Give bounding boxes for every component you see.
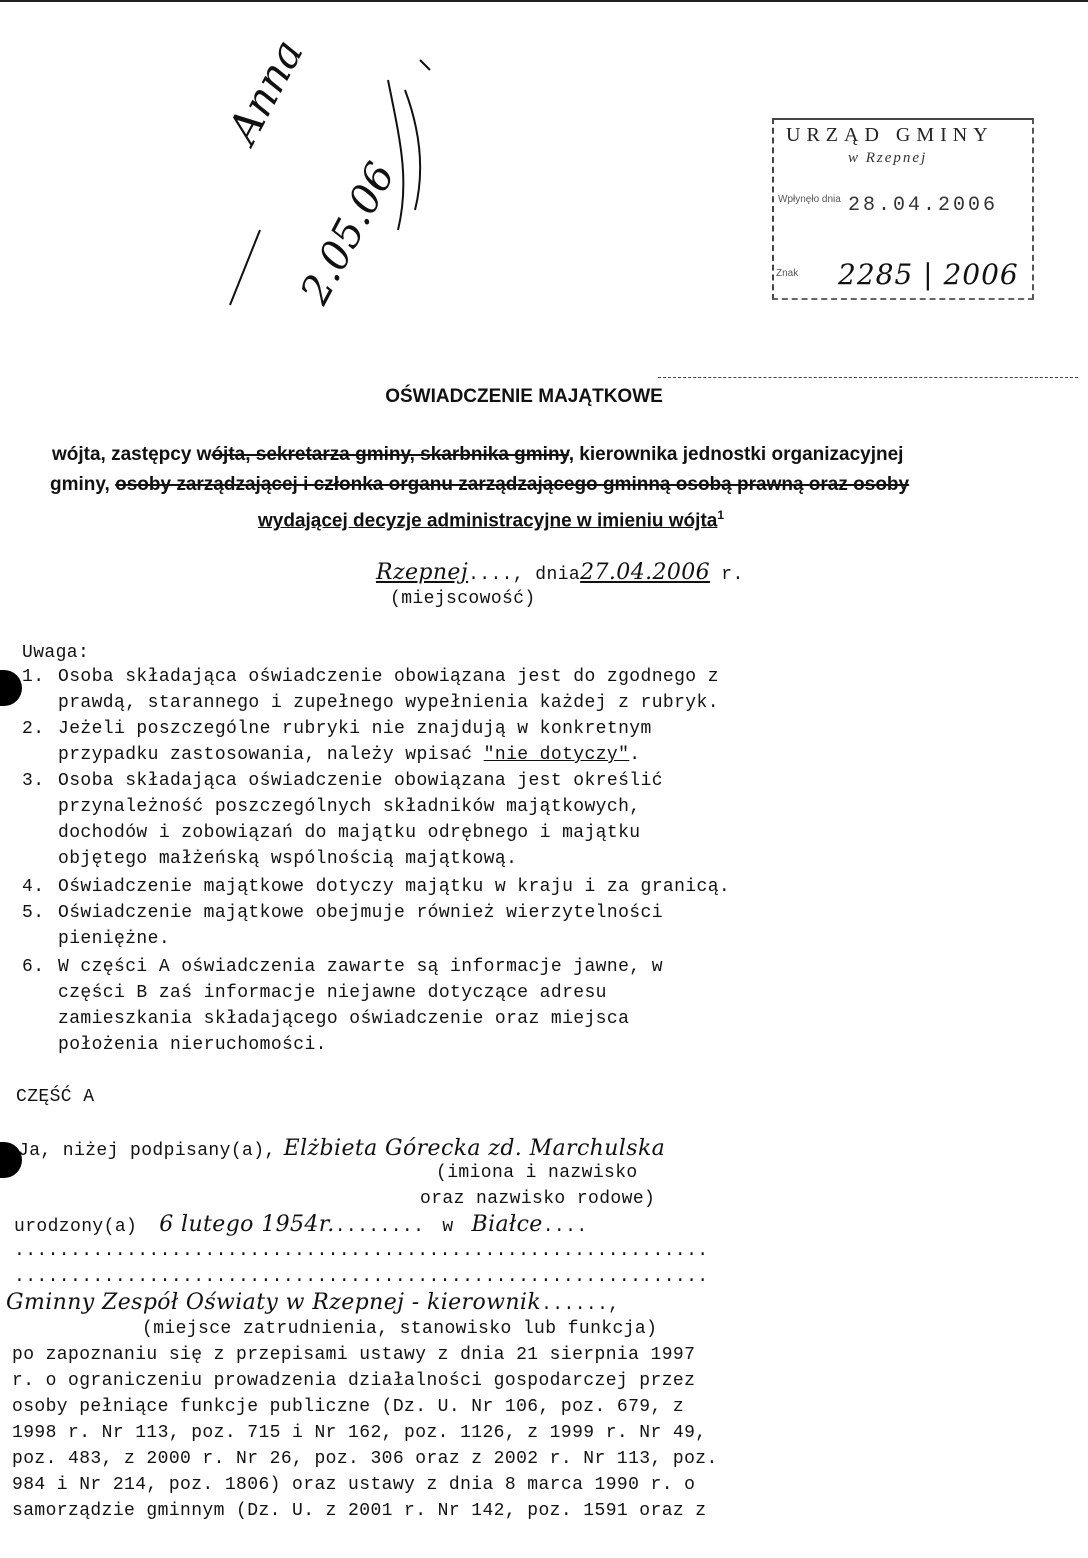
heading-line-1-strike: ójta, sekretarza gminy, skarbnika gminy [211,444,569,465]
stamp-date: 28.04.2006 [848,194,999,217]
date-value: 27.04.2006 [580,560,711,585]
body-line-2: r. o ograniczeniu prowadzenia działalności gospodarczej przez [12,1371,696,1391]
note-2-line-2 [58,742,641,768]
employment-label: (miejsce zatrudnienia, stanowisko lub funkcja) [142,1319,658,1339]
heading-line-2-a: gminy, [50,474,116,495]
note-5-line-2: pieniężne. [58,929,171,949]
note-3-line-3: dochodów i zobowiązań do majątku odrębnego i majątku [58,823,641,843]
note-3-line-2: przynależność poszczególnych składników majątkowych, [58,797,641,817]
note-5-line-1: Oświadczenie majątkowe obejmuje również wierzytelności [58,903,663,923]
note-6-line-1: W części A oświadczenia zawarte są informacje jawne, w [58,957,663,977]
body-line-1: po zapoznaniu się z przepisami ustawy z dnia 21 sierpnia 1997 [12,1345,696,1365]
note-2-line-2-text: przypadku zastosowania, należy wpisać [58,745,484,765]
born-label: urodzony(a) [14,1217,138,1237]
heading-line-1 [52,444,903,466]
born-dots: ........ [334,1217,425,1237]
place-date-line [376,560,744,588]
body-line-3: osoby pełniące funkcje publiczne (Dz. U. Nr 106, poz. 679, z [12,1397,685,1417]
footnote-mark: 1 [717,508,725,522]
note-1-line-2: prawdą, starannego i zupełnego wypełnienia każdej z rubryk. [58,693,719,713]
stamp-sign-label: Znak [776,268,799,279]
page-top-rule [0,0,1088,2]
note-2-num: 2. [22,719,45,739]
note-6-num: 6. [22,957,45,977]
note-3-num: 3. [22,771,45,791]
employment-line [6,1290,620,1318]
employment-value: Gminny Zespół Oświaty w Rzepnej - kierownik [6,1290,542,1315]
annotation-signature: Anna [218,31,313,152]
employment-dots: ......, [541,1295,620,1315]
signatory-name: Elżbieta Górecka zd. Marchulska [283,1136,666,1161]
heading-line-3 [258,508,724,532]
place-value: Rzepnej [376,560,469,585]
notes-heading: Uwaga: [22,643,90,663]
heading-line-2-strike: osoby zarządzającej i członka organu zarządzającego gminną osobą prawną oraz osoby [115,474,910,495]
place-dots: .... [468,565,513,585]
document-title: OŚWIADCZENIE MAJĄTKOWE [385,386,663,407]
note-3-line-4: objętego małżeńską wspólnością majątkową. [58,849,518,869]
stamp-subtitle: w Rzepnej [848,150,928,166]
note-2-emphasis: "nie dotyczy" [483,745,630,765]
date-separator: , dnia [512,565,581,585]
body-line-6: 984 i Nr 214, poz. 1806) oraz ustawy z dnia 8 marca 1990 r. o [12,1475,696,1495]
name-label-2: oraz nazwisko rodowe) [420,1189,656,1209]
name-label-1: (imiona i nazwisko [436,1163,638,1183]
born-in-label: w [442,1217,454,1237]
heading-line-3-strike: wydającej decyzje administracyjne w imieniu wójta [258,510,718,532]
date-suffix: r. [710,565,744,585]
dots-line-2: .............................................................. [14,1267,709,1287]
note-6-line-2: części B zaś informacje niejawne dotyczące adresu [58,983,607,1003]
annotation-date: 2.05.06 [292,155,405,312]
body-line-4: 1998 r. Nr 113, poz. 715 i Nr 162, poz. 1126, z 1999 r. Nr 49, [12,1423,707,1443]
note-6-line-4: położenia nieruchomości. [58,1035,327,1055]
note-6-line-3: zamieszkania składającego oświadczenie oraz miejsca [58,1009,630,1029]
note-1-line-1: Osoba składająca oświadczenie obowiązana jest do zgodnego z [58,667,719,687]
born-place-dots: .... [542,1217,588,1237]
note-4-line-1: Oświadczenie majątkowe dotyczy majątku w kraju i za granicą. [58,877,731,897]
stamp-received-label: Wpłynęło dnia [778,194,841,205]
stamp-number: 2285 | 2006 [838,258,1019,291]
place-label: (miejscowość) [390,589,536,609]
note-1-num: 1. [22,667,45,687]
dots-line-1: .............................................................. [14,1241,709,1261]
note-4-num: 4. [22,877,45,897]
heading-line-1-b: , kierownika jednostki organizacyjnej [568,444,904,465]
heading-line-1-a: wójta, zastępcy w [52,444,212,465]
signed-label: Ja, niżej podpisany(a), [18,1141,276,1161]
note-2-tail: . [629,745,641,765]
binder-hole-mark [0,670,22,706]
registry-stamp [772,118,1034,300]
stamp-title: URZĄD GMINY [786,124,994,146]
body-line-5: poz. 483, z 2000 r. Nr 26, poz. 306 oraz z 2002 r. Nr 113, poz. [12,1449,718,1469]
stamp-dashed-rule [658,377,1078,378]
body-line-7: samorządzie gminnym (Dz. U. z 2001 r. Nr 142, poz. 1591 oraz z [12,1501,707,1521]
born-line [14,1212,588,1240]
note-5-num: 5. [22,903,45,923]
part-a-heading: CZĘŚĆ A [16,1087,95,1107]
heading-line-2 [50,474,909,496]
note-3-line-1: Osoba składająca oświadczenie obowiązana jest określić [58,771,663,791]
born-place: Białce [471,1212,543,1237]
born-date: 6 lutego 1954r. [159,1212,335,1237]
note-2-line-1: Jeżeli poszczególne rubryki nie znajdują w konkretnym [58,719,652,739]
